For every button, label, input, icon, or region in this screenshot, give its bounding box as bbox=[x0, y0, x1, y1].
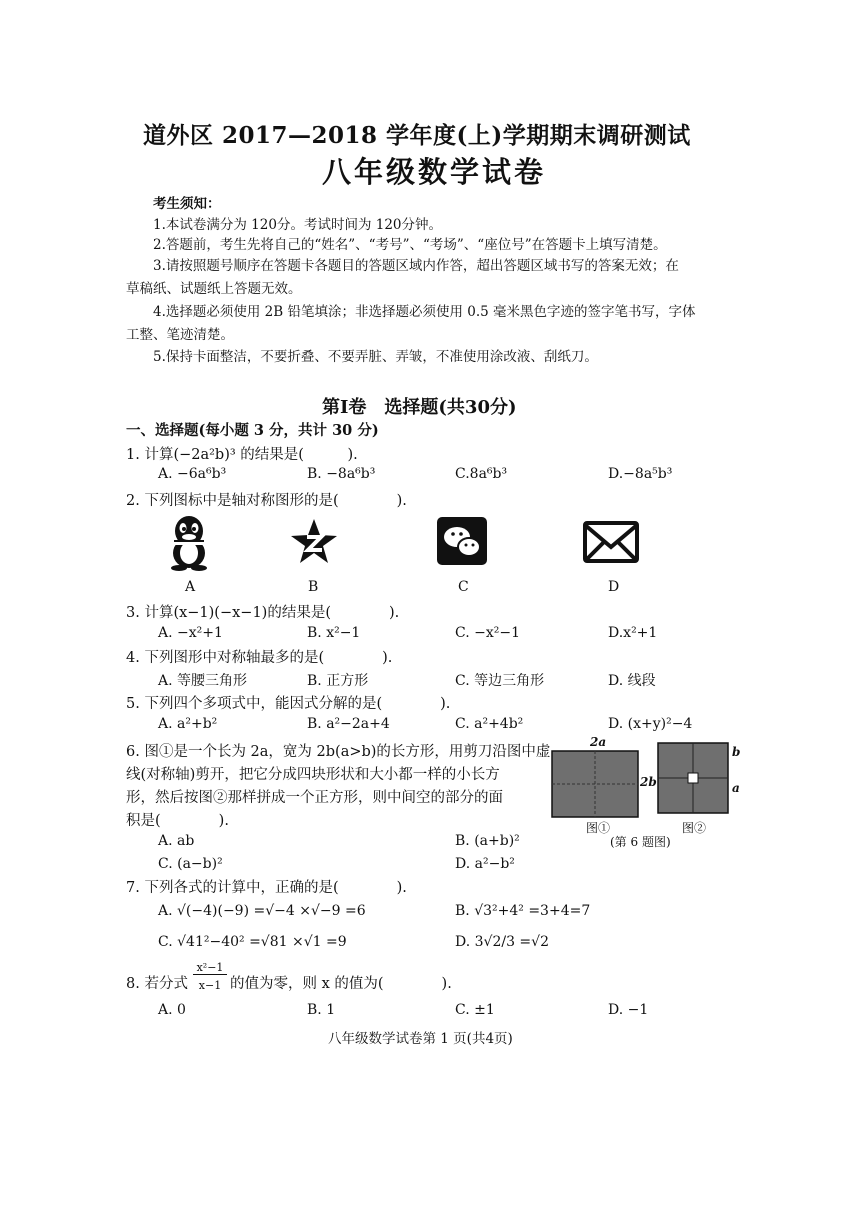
star-z-icon bbox=[289, 517, 339, 567]
question-2-stem: 2. 下列图标中是轴对称图形的是( ). bbox=[126, 493, 407, 509]
q2-option-a: A bbox=[185, 579, 196, 595]
question-8-stem-pre: 8. 若分式 bbox=[126, 976, 188, 992]
page-footer: 八年级数学试卷第 1 页(共4页) bbox=[328, 1031, 513, 1047]
section-title: 第Ⅰ卷 选择题(共30分) bbox=[322, 397, 517, 418]
q8-fraction-numerator: x²−1 bbox=[193, 961, 227, 975]
q6-option-b: B. (a+b)² bbox=[455, 833, 520, 849]
label-a: a bbox=[732, 781, 740, 795]
question-7-stem: 7. 下列各式的计算中，正确的是( ). bbox=[126, 880, 407, 896]
q5-option-a: A. a²+b² bbox=[158, 716, 218, 732]
question-6-line: 形，然后按图②那样拼成一个正方形，则中间空的部分的面 bbox=[126, 790, 503, 806]
notice-item: 1.本试卷满分为 120分。考试时间为 120分钟。 bbox=[153, 217, 442, 233]
notice-item: 工整、笔迹清楚。 bbox=[126, 327, 234, 343]
q7-option-d: D. 3√2/3 =√2 bbox=[455, 934, 549, 950]
question-3-stem: 3. 计算(x−1)(−x−1)的结果是( ). bbox=[126, 605, 400, 621]
figure-caption: (第 6 题图) bbox=[610, 835, 671, 849]
q8-option-c: C. ±1 bbox=[455, 1002, 495, 1018]
notice-item: 5.保持卡面整洁，不要折叠、不要弄脏、弄皱，不准使用涂改液、刮纸刀。 bbox=[153, 349, 598, 365]
q1-option-a: A. −6a⁶b³ bbox=[158, 466, 227, 482]
question-5-stem: 5. 下列四个多项式中，能因式分解的是( ). bbox=[126, 696, 451, 712]
q1-option-b: B. −8a⁶b³ bbox=[307, 466, 376, 482]
q1-option-d: D.−8a⁵b³ bbox=[608, 466, 673, 482]
q5-option-d: D. (x+y)²−4 bbox=[608, 716, 693, 732]
question-6-line: 积是( ). bbox=[126, 813, 229, 829]
section-subtitle: 一、选择题(每小题 3 分，共计 30 分) bbox=[126, 422, 379, 439]
q7-option-b: B. √3²+4² =3+4=7 bbox=[455, 903, 591, 919]
q7-option-c: C. √41²−40² =√81 ×√1 =9 bbox=[158, 934, 347, 950]
q8-fraction-denominator: x−1 bbox=[198, 979, 222, 992]
q6-option-d: D. a²−b² bbox=[455, 856, 515, 872]
q8-option-d: D. −1 bbox=[608, 1002, 649, 1018]
label-b: b bbox=[732, 745, 741, 759]
q5-option-c: C. a²+4b² bbox=[455, 716, 524, 732]
envelope-icon bbox=[582, 520, 640, 564]
q1-option-c: C.8a⁶b³ bbox=[455, 466, 508, 482]
q3-option-d: D.x²+1 bbox=[608, 625, 658, 641]
wechat-icon bbox=[437, 517, 487, 565]
q6-option-a: A. ab bbox=[158, 833, 195, 849]
figure-2-caption: 图② bbox=[682, 821, 707, 835]
label-2b: 2b bbox=[640, 775, 657, 789]
q4-option-c: C. 等边三角形 bbox=[455, 673, 545, 689]
q2-option-c: C bbox=[458, 579, 469, 595]
q3-option-c: C. −x²−1 bbox=[455, 625, 520, 641]
q6-figure bbox=[548, 737, 748, 849]
question-1-stem: 1. 计算(−2a²b)³ 的结果是( ). bbox=[126, 447, 358, 463]
notice-item: 3.请按照题号顺序在答题卡各题目的答题区域内作答，超出答题区域书写的答案无效；在 bbox=[153, 258, 679, 274]
q8-option-a: A. 0 bbox=[158, 1002, 186, 1018]
q4-option-b: B. 正方形 bbox=[307, 673, 369, 689]
label-2a: 2a bbox=[590, 735, 607, 749]
notice-item: 4.选择题必须使用 2B 铅笔填涂；非选择题必须使用 0.5 毫米黑色字迹的签字笔书写，字体 bbox=[153, 304, 696, 320]
exam-title: 道外区 2017—2018 学年度(上)学期期末调研测试 bbox=[143, 122, 691, 149]
q6-option-c: C. (a−b)² bbox=[158, 856, 223, 872]
q5-option-b: B. a²−2a+4 bbox=[307, 716, 390, 732]
q2-option-d: D bbox=[608, 579, 620, 595]
question-4-stem: 4. 下列图形中对称轴最多的是( ). bbox=[126, 650, 393, 666]
q8-option-b: B. 1 bbox=[307, 1002, 336, 1018]
q7-option-a: A. √(−4)(−9) =√−4 ×√−9 =6 bbox=[158, 903, 366, 919]
question-6-line: 6. 图①是一个长为 2a，宽为 2b(a>b)的长方形，用剪刀沿图中虚 bbox=[126, 744, 551, 760]
notice-item: 2.答题前，考生先将自己的“姓名”、“考号”、“考场”、“座位号”在答题卡上填写清楚。 bbox=[153, 237, 667, 253]
question-6-line: 线(对称轴)剪开，把它分成四块形状和大小都一样的小长方 bbox=[126, 767, 500, 783]
q2-option-b: B bbox=[308, 579, 319, 595]
q4-option-a: A. 等腰三角形 bbox=[158, 673, 248, 689]
penguin-icon bbox=[165, 515, 213, 571]
notice-item: 草稿纸、试题纸上答题无效。 bbox=[126, 281, 302, 297]
notice-heading: 考生须知： bbox=[153, 196, 221, 212]
question-8-stem-post: 的值为零，则 x 的值为( ). bbox=[230, 976, 452, 992]
q4-option-d: D. 线段 bbox=[608, 673, 656, 689]
q3-option-a: A. −x²+1 bbox=[158, 625, 223, 641]
figure-1-caption: 图① bbox=[586, 821, 611, 835]
q3-option-b: B. x²−1 bbox=[307, 625, 361, 641]
exam-subtitle: 八年级数学试卷 bbox=[322, 155, 547, 189]
